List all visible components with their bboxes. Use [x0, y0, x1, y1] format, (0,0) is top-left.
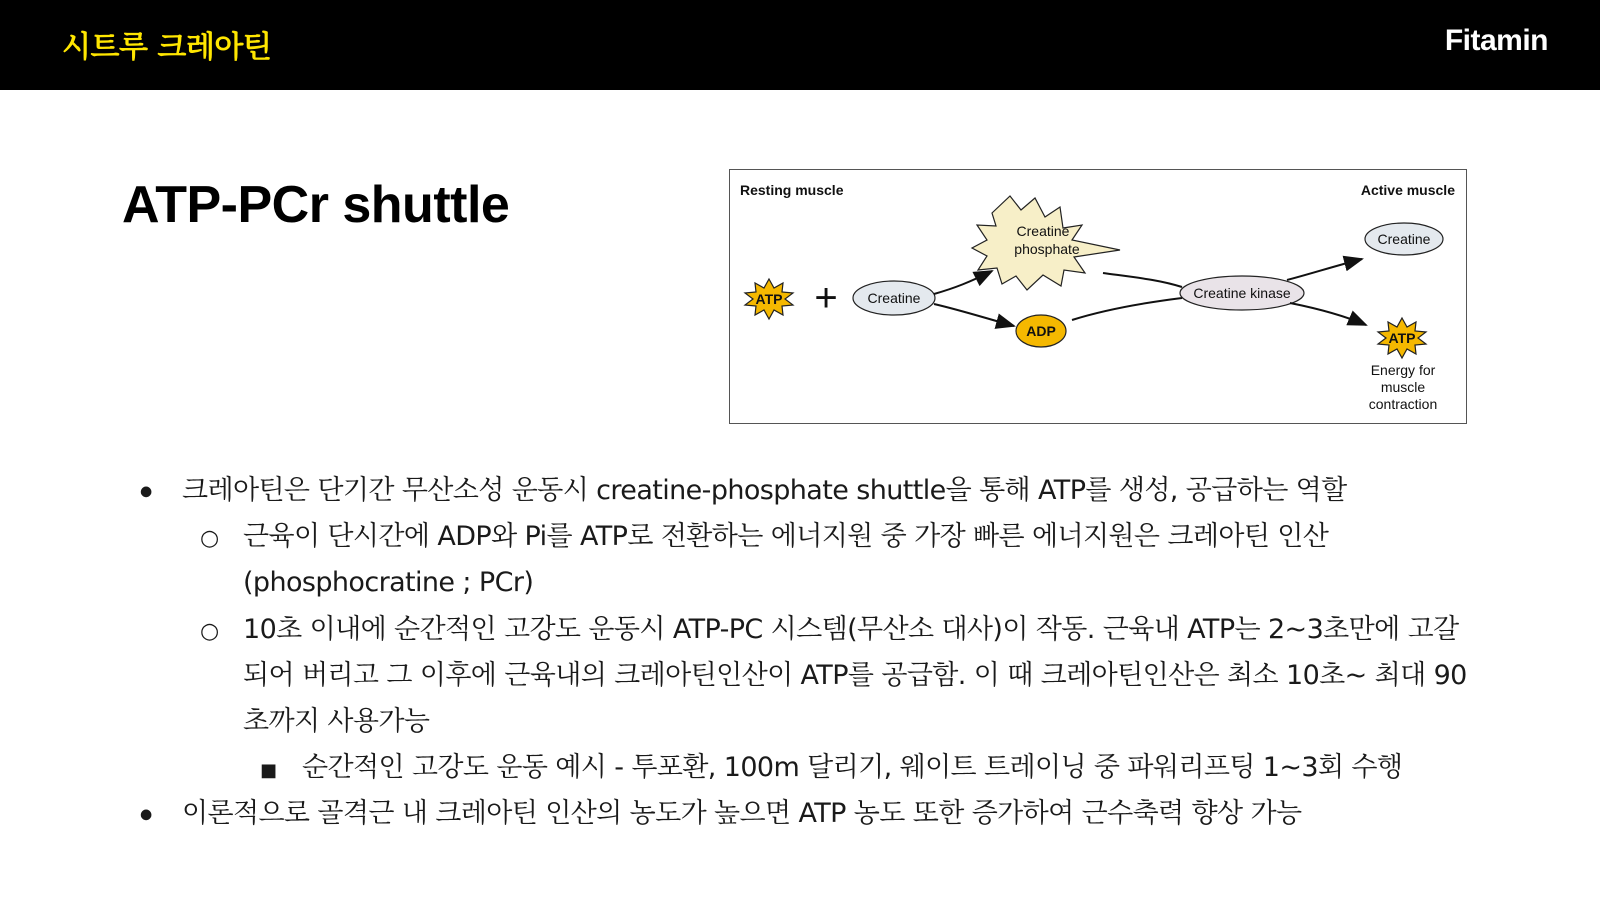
bullet-2: 이론적으로 골격근 내 크레아틴 인산의 농도가 높으면 ATP 농도 또한 증가하여 근수축력 향상 가능: [182, 798, 1302, 829]
bullet-1-1-line-2: (phosphocratine ; PCr): [243, 567, 534, 598]
bullet-1-2-line-2: 되어 버리고 그 이후에 근육내의 크레아틴인산이 ATP를 공급함. 이 때 크레아틴인산은 최소 10초~ 최대 90: [243, 660, 1467, 691]
creatine-phosphate-label-1: Creatine: [1016, 223, 1070, 239]
bullet-marker-2: ●: [140, 806, 152, 823]
arrow-to-creatine-phosphate: [934, 271, 992, 294]
creatine-kinase-label: Creatine kinase: [1193, 285, 1291, 301]
creatine-phosphate-label-2: phosphate: [1014, 241, 1080, 257]
bullet-1-2-1: 순간적인 고강도 운동 예시 - 투포환, 100m 달리기, 웨이트 트레이닝 중 파워리프팅 1~3회 수행: [302, 752, 1403, 783]
active-muscle-label: Active muscle: [1360, 182, 1455, 198]
bullet-1-2-line-1: 10초 이내에 순간적인 고강도 운동시 ATP-PC 시스템(무산소 대사)이 작동. 근육내 ATP는 2~3초만에 고갈: [243, 614, 1459, 645]
line-phosphate-to-kinase: [1103, 273, 1182, 287]
arrow-to-creatine-output: [1287, 259, 1362, 280]
diagram-canvas: [730, 170, 1465, 422]
slide-title: ATP-PCr shuttle: [122, 176, 510, 234]
header-title: 시트루 크레아틴: [62, 30, 272, 65]
adp-label: ADP: [1026, 323, 1056, 339]
energy-label-1: Energy for: [1370, 362, 1436, 378]
line-adp-to-kinase: [1072, 298, 1182, 320]
bullet-marker-1: ●: [140, 483, 152, 500]
atp-output-label: ATP: [1388, 330, 1416, 346]
arrow-to-adp: [934, 304, 1014, 326]
bullet-marker-1-1: ○: [200, 526, 219, 551]
brand-logo: Fitamin: [1444, 24, 1548, 57]
creatine-output-label: Creatine: [1377, 231, 1431, 247]
bullet-marker-1-2: ○: [200, 619, 219, 644]
bullet-marker-1-2-1: ■: [260, 760, 277, 781]
creatine-input-label: Creatine: [867, 290, 921, 306]
atp-pcr-diagram: [729, 169, 1467, 424]
header-bar: [0, 0, 1600, 90]
bullet-1: 크레아틴은 단기간 무산소성 운동시 creatine-phosphate shuttle을 통해 ATP를 생성, 공급하는 역할: [182, 475, 1347, 506]
atp-input-label: ATP: [755, 291, 783, 307]
plus-sign: +: [814, 276, 838, 320]
bullet-1-1-line-1: 근육이 단시간에 ADP와 Pi를 ATP로 전환하는 에너지원 중 가장 빠른 에너지원은 크레아틴 인산: [243, 521, 1329, 552]
energy-label-3: contraction: [1368, 396, 1438, 412]
resting-muscle-label: Resting muscle: [740, 182, 844, 198]
arrow-to-atp-output: [1290, 303, 1366, 325]
energy-label-2: muscle: [1380, 379, 1426, 395]
bullet-1-2-line-3: 초까지 사용가능: [243, 706, 430, 737]
